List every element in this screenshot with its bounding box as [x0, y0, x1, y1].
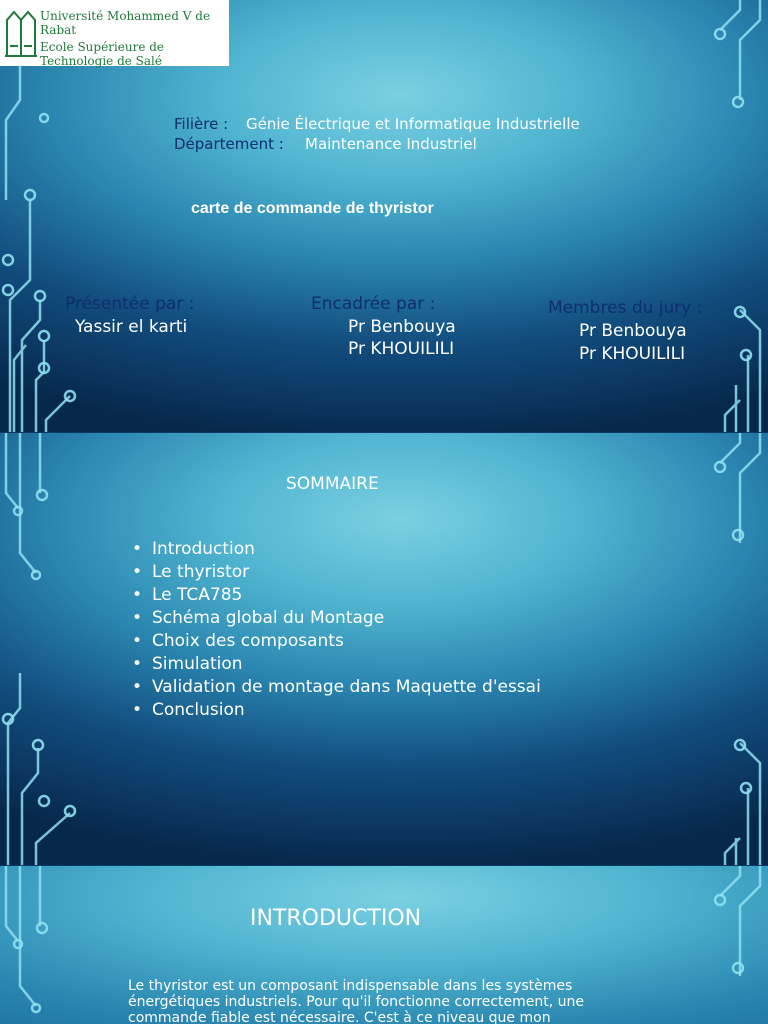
- jury-label: Membres du jury :: [548, 298, 703, 318]
- encadree-name-1: Pr Benbouya: [348, 317, 456, 337]
- bullet: •: [132, 608, 143, 628]
- bullet: •: [132, 539, 143, 559]
- bullet: •: [132, 654, 143, 674]
- summary-item-introduction: [132, 538, 541, 561]
- filiere-value: Génie Électrique et Informatique Industrielle: [246, 115, 580, 133]
- summary-item-label: Le thyristor: [152, 562, 250, 582]
- summary-item-composants: [132, 630, 541, 653]
- introduction-heading: INTRODUCTION: [250, 906, 422, 931]
- summary-item-label: Le TCA785: [152, 585, 243, 605]
- university-logo: [0, 0, 229, 66]
- summary-item-tca785: [132, 584, 541, 607]
- summary-item-label: Simulation: [152, 654, 243, 674]
- bullet: •: [132, 562, 143, 582]
- bullet: •: [132, 631, 143, 651]
- introduction-paragraph: Le thyristor est un composant indispensable dans les systèmes énergétiques industriels. Pour qu'il fonctionne correctement, une commande fiable est nécessaire. C'est à ce niveau que mon: [128, 978, 585, 1024]
- jury-name-1: Pr Benbouya: [579, 321, 687, 341]
- university-name: Université Mohammed V de Rabat: [40, 9, 211, 37]
- bullet: •: [132, 700, 143, 720]
- summary-list: [132, 538, 541, 722]
- bullet: •: [132, 677, 143, 697]
- summary-item-label: Introduction: [152, 539, 255, 559]
- university-emblem-icon: [4, 6, 38, 58]
- summary-item-validation: [132, 676, 541, 699]
- presentation-title: carte de commande de thyristor: [191, 200, 434, 217]
- departement-label: Département :: [174, 135, 284, 153]
- summary-slide: [0, 433, 768, 865]
- filiere-label: Filière :: [174, 115, 229, 133]
- summary-item-schema: [132, 607, 541, 630]
- summary-item-label: Choix des composants: [152, 631, 344, 651]
- summary-item-simulation: [132, 653, 541, 676]
- presentee-label: Présentée par :: [65, 294, 195, 314]
- summary-item-label: Conclusion: [152, 700, 245, 720]
- school-name: Ecole Supérieure de Technologie de Salé: [40, 40, 165, 68]
- presentee-name: Yassir el karti: [75, 317, 188, 337]
- encadree-name-2: Pr KHOUILILI: [348, 339, 455, 359]
- title-slide: [0, 0, 768, 432]
- encadree-label: Encadrée par :: [311, 294, 436, 314]
- jury-name-2: Pr KHOUILILI: [579, 344, 686, 364]
- bullet: •: [132, 585, 143, 605]
- summary-item-label: Validation de montage dans Maquette d'essai: [152, 677, 541, 697]
- departement-value: Maintenance Industriel: [305, 135, 477, 153]
- introduction-slide: [0, 866, 768, 1024]
- summary-item-label: Schéma global du Montage: [152, 608, 385, 628]
- summary-item-thyristor: [132, 561, 541, 584]
- summary-item-conclusion: [132, 699, 541, 722]
- summary-heading: SOMMAIRE: [286, 474, 379, 494]
